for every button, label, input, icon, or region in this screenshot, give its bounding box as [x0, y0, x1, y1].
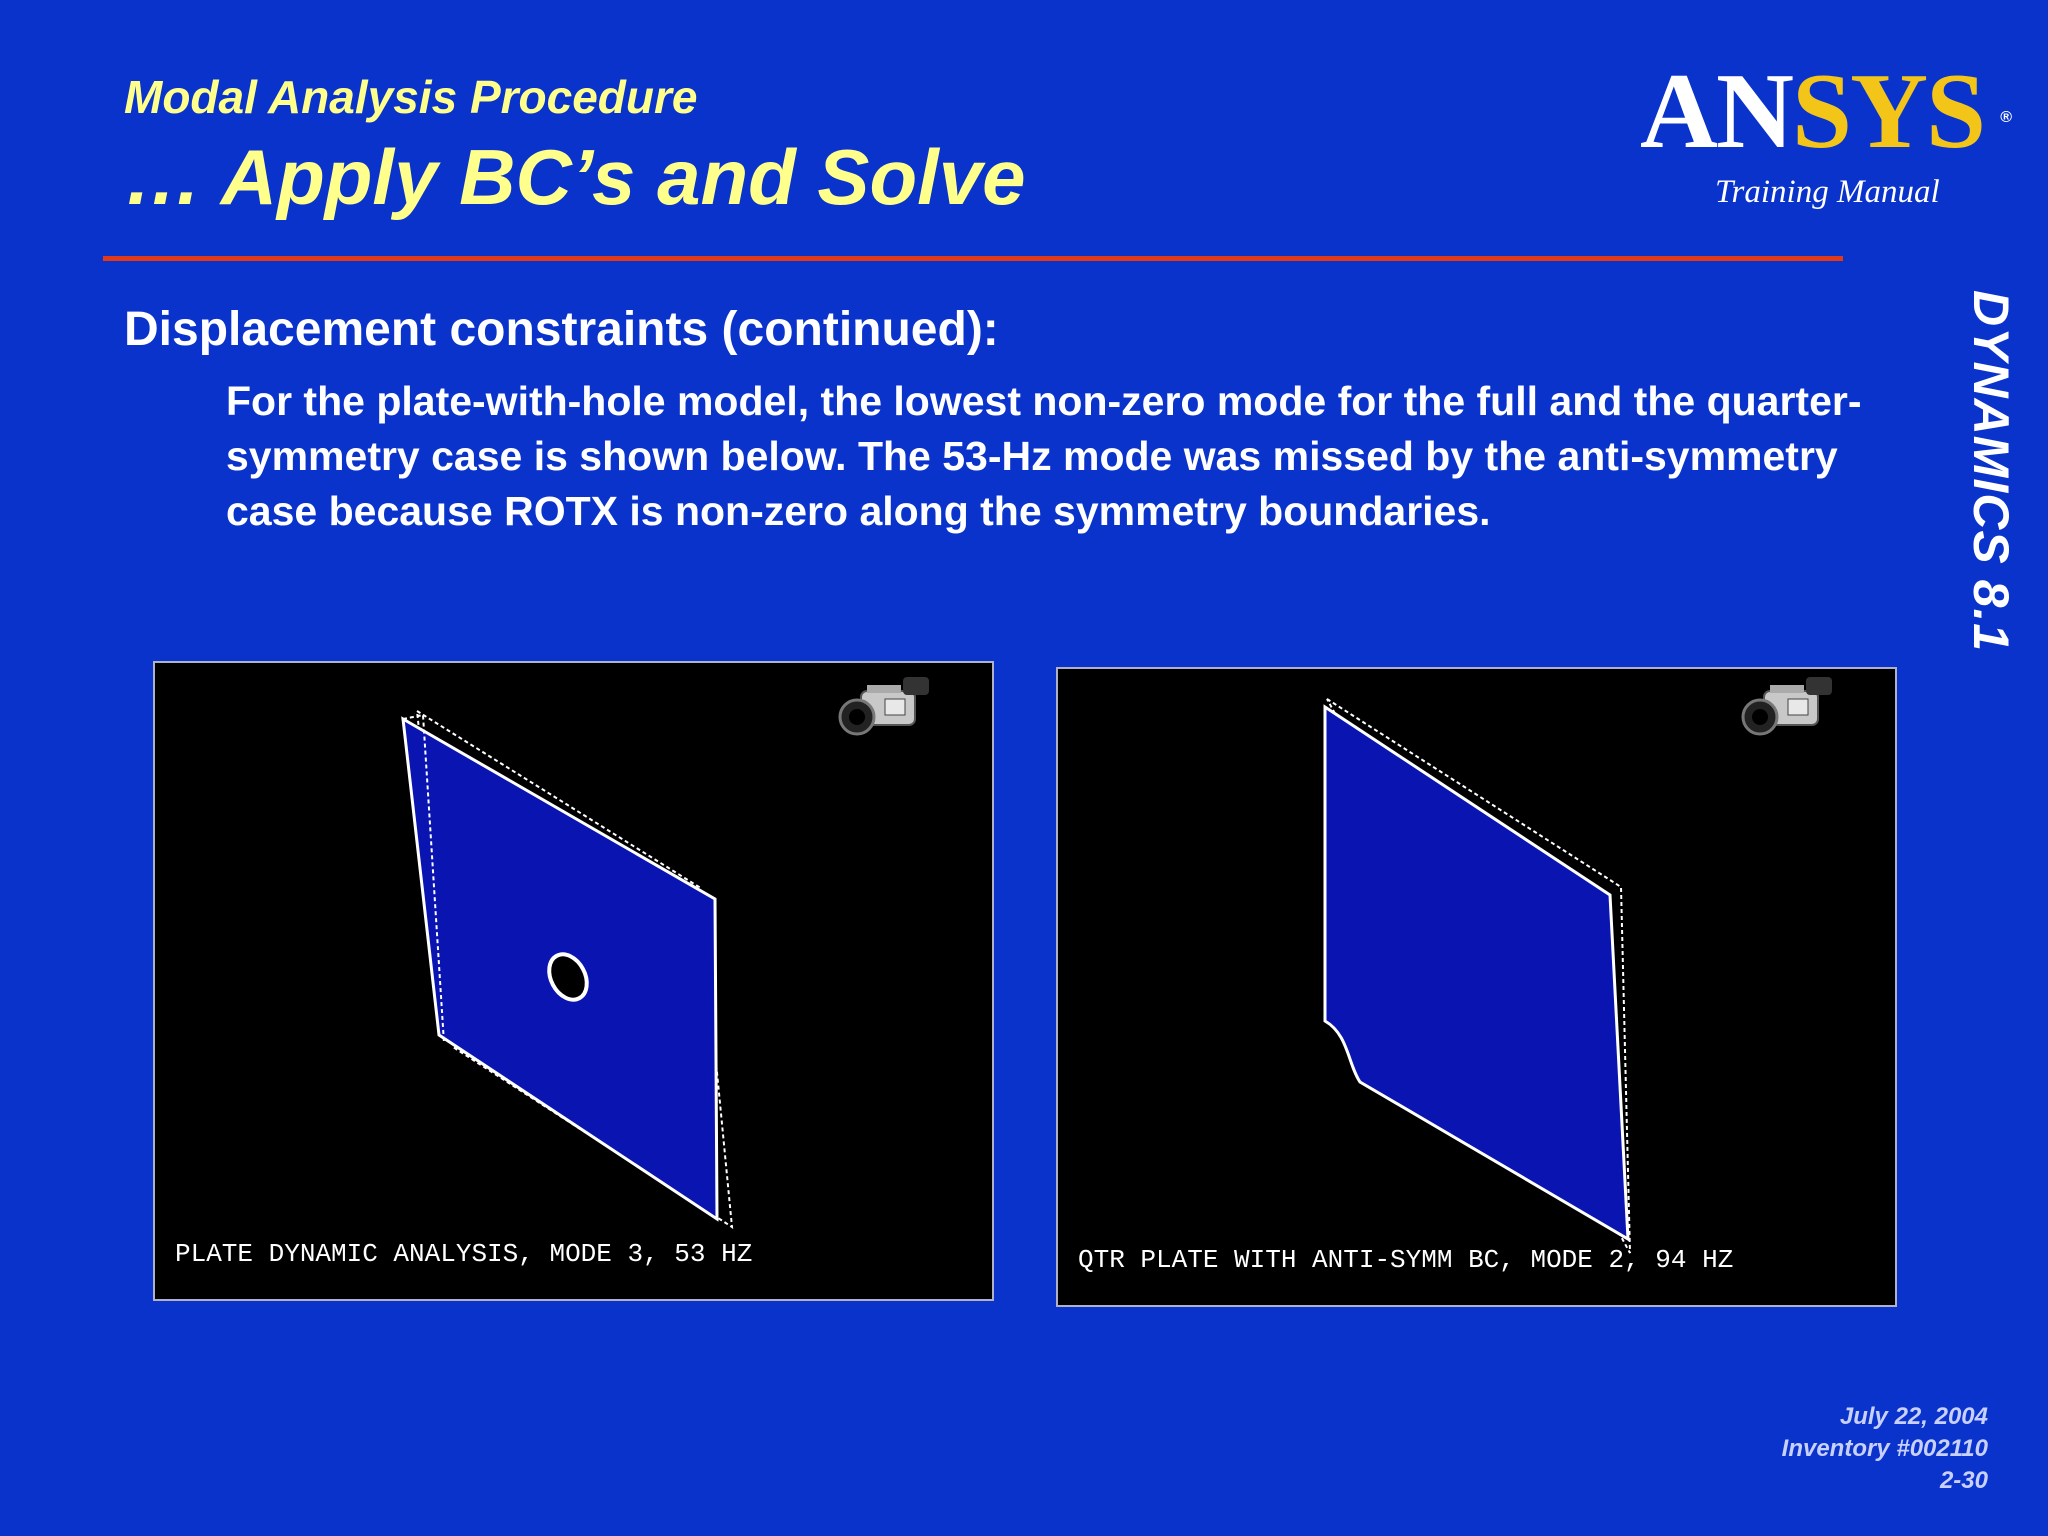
footer-date: July 22, 2004: [1839, 1403, 1988, 1430]
figure-quarter-plate: [1056, 667, 1897, 1307]
training-manual-label: Training Manual: [1715, 174, 1940, 210]
slide-subtitle: Modal Analysis Procedure: [124, 71, 698, 123]
logo-text-sys: SYS: [1792, 52, 1985, 171]
plate-fill: [1325, 707, 1628, 1239]
video-camera-icon: [1743, 677, 1832, 734]
side-label: DYNAMICS 8.1: [1963, 290, 2019, 653]
figure-caption: QTR PLATE WITH ANTI-SYMM BC, MODE 2, 94 HZ: [1078, 1245, 1734, 1275]
title-divider: [103, 256, 1843, 261]
video-camera-icon: [840, 677, 929, 734]
footer-inventory: Inventory #002110: [1781, 1435, 1988, 1462]
slide-title: … Apply BC’s and Solve: [124, 133, 1026, 221]
registered-mark: ®: [2000, 109, 2010, 126]
logo-text-an: AN: [1640, 52, 1792, 171]
section-heading: Displacement constraints (continued):: [124, 303, 999, 356]
figure-caption: PLATE DYNAMIC ANALYSIS, MODE 3, 53 HZ: [175, 1239, 753, 1269]
footer-page-number: 2-30: [1939, 1467, 1988, 1494]
quarter-plate-drawing: [1058, 669, 1895, 1305]
ansys-logo: [1640, 52, 2010, 178]
figure-full-plate: [153, 661, 994, 1301]
body-paragraph: For the plate-with-hole model, the lowest non-zero mode for the full and the quarter-symmetry case is shown below. The 53-Hz mode was missed by the anti-symmetry case because ROTX is non-zero along the symmetry boundaries.: [226, 378, 1862, 534]
full-plate-drawing: [155, 663, 992, 1299]
